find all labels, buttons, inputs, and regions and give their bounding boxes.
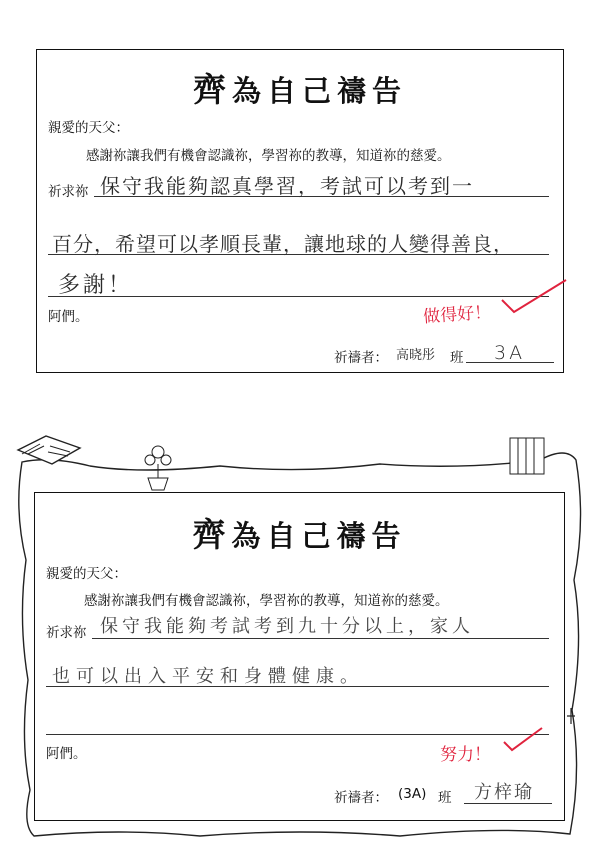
prayer-card-bottom — [34, 492, 565, 821]
thanks-sentence: 感謝祢讓我們有機會認識祢，學習祢的教導，知道祢的慈愛。 — [84, 593, 449, 609]
thanks-sentence: 感謝祢讓我們有機會認識祢，學習祢的教導，知道祢的慈愛。 — [86, 148, 451, 164]
prayer-card-top — [36, 49, 564, 373]
handwritten-line-1: 保守我能夠認真學習，考試可以考到一 — [100, 174, 474, 198]
teacher-comment: 努力！ — [440, 745, 491, 765]
pray-label: 祈求祢 — [46, 625, 87, 641]
class-value: (3A) — [398, 786, 427, 802]
title-first-char: 齊 — [192, 70, 232, 109]
class-value: 3A — [494, 342, 526, 364]
checkmark-icon — [500, 276, 570, 316]
handwritten-line-2: 百分，希望可以孝順長輩，讓地球的人變得善良， — [52, 232, 514, 256]
handwritten-line-1: 保守我能夠考試考到九十分以上，家人 — [100, 616, 474, 637]
writing-line — [46, 734, 549, 735]
handwritten-line-3: 多謝！ — [58, 273, 134, 298]
card-title — [37, 64, 563, 111]
amen: 阿們。 — [46, 746, 87, 762]
greeting: 親愛的天父： — [46, 566, 127, 582]
signer-name: 方梓瑜 — [474, 782, 534, 803]
writing-line — [92, 638, 549, 639]
handwritten-line-2: 也可以出入平安和身體健康。 — [52, 666, 364, 687]
checkmark-icon — [502, 726, 546, 754]
open-book-icon — [18, 436, 80, 464]
flower-pot-icon — [145, 446, 171, 490]
book-stack-icon — [510, 438, 544, 474]
title-rest: 為自己禱告 — [231, 519, 407, 553]
card-title — [35, 509, 564, 556]
title-rest: 為自己禱告 — [231, 74, 407, 108]
class-label: 班 — [450, 350, 464, 366]
class-label: 班 — [438, 790, 452, 806]
amen: 阿們。 — [48, 309, 89, 325]
greeting: 親愛的天父： — [48, 120, 129, 136]
plus-mark — [566, 708, 576, 724]
title-first-char: 齊 — [192, 515, 232, 554]
pray-label: 祈求祢 — [48, 184, 89, 200]
signer-label: 祈禱者： — [334, 350, 388, 366]
signer-label: 祈禱者： — [334, 790, 388, 806]
teacher-comment: 做得好！ — [422, 302, 492, 328]
signer-name: 高晓彤 — [396, 348, 436, 363]
